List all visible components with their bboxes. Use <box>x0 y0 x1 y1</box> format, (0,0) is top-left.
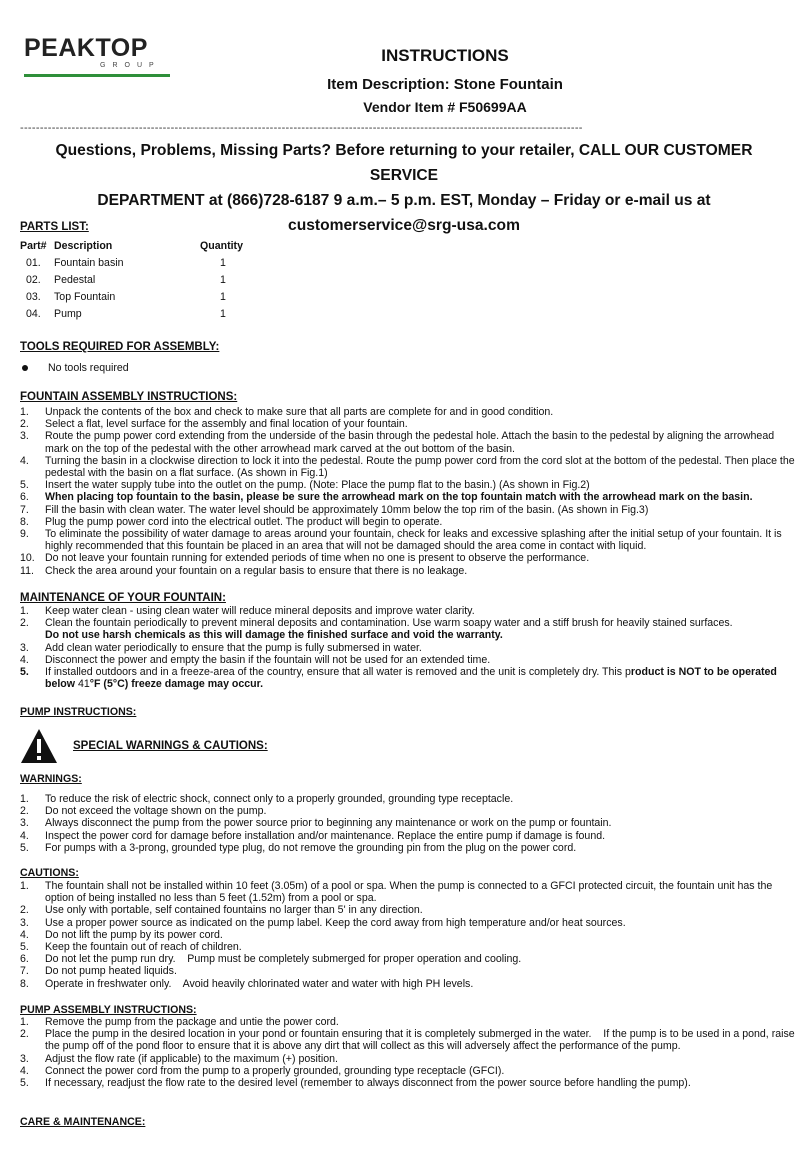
list-item: 4. Do not lift the pump by its power cord. <box>20 928 223 941</box>
item-number: 5. <box>20 479 29 492</box>
divider: ---------------------------------------------------------------------------------------------------------------------------------------------- <box>20 122 583 134</box>
list-item <box>20 430 796 454</box>
warning-icon <box>20 728 58 764</box>
item-text: If necessary, readjust the flow rate to the desired level (remember to always disconnect from the power source before handling the pump). <box>45 1077 691 1090</box>
part-description: Top Fountain <box>54 290 116 303</box>
part-quantity: 1 <box>220 273 226 286</box>
item-text: Plug the pump power cord into the electrical outlet. The product will begin to operate. <box>45 515 443 528</box>
list-item: 6. Do not let the pump run dry. Pump must be completely submerged for proper operation and cooling. <box>20 953 522 966</box>
list-item <box>20 455 796 479</box>
item-text: To eliminate the possibility of water damage to areas around your fountain, check for leaks and excessive splashing after the initial setup of your fountain. It is highly recommended that this fountain be placed in an area that will not be damaged should the area come in contact with liquid. <box>45 528 782 553</box>
list-item: 3. Adjust the flow rate (if applicable) to the maximum (+) position. <box>20 1052 338 1065</box>
item-text: Keep water clean - using clean water will reduce mineral deposits and improve water clarity. <box>45 605 475 617</box>
cautions-heading: CAUTIONS: <box>20 867 79 879</box>
assembly-list <box>20 406 796 577</box>
table-row <box>20 305 260 322</box>
col-description: Description <box>54 240 113 253</box>
doc-title: INSTRUCTIONS <box>381 46 509 65</box>
maintenance-list <box>20 605 796 690</box>
tools-item-text: No tools required <box>48 362 129 374</box>
item-text: Do not lift the pump by its power cord. <box>45 928 223 941</box>
item-number: 6. <box>20 491 29 504</box>
item-text: Select a flat, level surface for the assembly and final location of your fountain. <box>45 418 408 431</box>
item-number: 11. <box>20 564 34 577</box>
part-number: 02. <box>26 273 41 286</box>
item-number: 7. <box>20 503 29 516</box>
item-text: Route the pump power cord extending from the underside of the basin through the pedestal hole. Attach the basin to the pedestal by aligning the arrowhead mark on the top of the pedestal with the other arrowhead mark carved at the out bottom of the basin. <box>45 430 775 455</box>
list-item <box>20 552 796 564</box>
pump-assembly-list <box>20 1016 796 1089</box>
logo-subtitle: GROUP <box>100 62 161 69</box>
customer-service-notice <box>20 138 788 238</box>
maintenance-heading: MAINTENANCE OF YOUR FOUNTAIN: <box>20 592 226 604</box>
item-text: Add clean water periodically to ensure that the pump is fully submersed in water. <box>45 641 422 654</box>
table-row <box>20 288 260 305</box>
table-row <box>20 255 260 272</box>
item-text: Keep the fountain out of reach of children. <box>45 941 242 954</box>
list-item: 1. The fountain shall not be installed within 10 feet (3.05m) of a pool or spa. When the pump is connected to a GFCI protected circuit, the fountain unit has the option of being installed no less than 5 feet (1.52m) from a pool or spa. <box>20 880 773 905</box>
item-text: Insert the water supply tube into the outlet on the pump. (Note: Place the pump flat to the basin.) (As shown in Fig.2) <box>45 479 590 492</box>
part-number: 03. <box>26 290 41 303</box>
pump-instructions-heading: PUMP INSTRUCTIONS: <box>20 706 137 718</box>
brand-logo <box>22 30 170 80</box>
bullet-icon <box>22 365 28 371</box>
item-text: Do not exceed the voltage shown on the pump. <box>45 805 267 818</box>
contact-email: customerservice@srg-usa.com <box>288 217 520 234</box>
list-item: 1. To reduce the risk of electric shock, connect only to a properly grounded, grounding type receptacle. <box>20 793 514 805</box>
item-text: Fill the basin with clean water. The water level should be approximately 10mm below the top rim of the basin. (As shown in Fig.3) <box>45 503 649 516</box>
item-text: Check the area around your fountain on a regular basis to ensure that there is no leakage. <box>45 564 468 577</box>
item-number: 1. <box>20 406 29 418</box>
parts-list-heading: PARTS LIST: <box>20 221 89 233</box>
parts-header-row <box>20 238 260 255</box>
list-item: 1. Keep water clean - using clean water will reduce mineral deposits and improve water clarity. <box>20 605 475 617</box>
list-item: 5. For pumps with a 3-prong, grounded type plug, do not remove the grounding pin from the plug on the power cord. <box>20 841 577 854</box>
col-quantity: Quantity <box>200 240 243 253</box>
item-description: Item Description: Stone Fountain <box>327 76 563 93</box>
item-text: Remove the pump from the package and untie the power cord. <box>45 1016 339 1028</box>
item-text: To reduce the risk of electric shock, connect only to a properly grounded, grounding type receptacle. <box>45 793 514 805</box>
item-number: 3. <box>20 430 29 443</box>
part-number: 04. <box>26 307 41 320</box>
item-text: Disconnect the power and empty the basin if the fountain will not be used for an extended time. <box>45 653 491 666</box>
item-text: If installed outdoors and in a freeze-area of the country, ensure that all water is removed and the unit is completely dry. This p <box>45 666 631 679</box>
list-item <box>20 406 796 418</box>
item-text: When placing top fountain to the basin, please be sure the arrowhead mark on the top fountain match with the arrowhead mark on the basin. <box>45 491 753 504</box>
col-part-number: Part# <box>20 240 47 253</box>
item-text: Use a proper power source as indicated on the pump label. Keep the cord away from high temperature and/or heat sources. <box>45 916 626 929</box>
list-item: 1. Remove the pump from the package and untie the power cord. <box>20 1016 339 1028</box>
parts-table <box>20 238 260 322</box>
contact-line-2: DEPARTMENT at (866)728-6187 9 a.m.– 5 p.m. EST, Monday – Friday or e-mail us at <box>97 192 711 209</box>
care-heading: CARE & MAINTENANCE: <box>20 1116 146 1128</box>
part-quantity: 1 <box>220 290 226 303</box>
item-number: 4. <box>20 454 29 467</box>
list-item: 5. If necessary, readjust the flow rate to the desired level (remember to always disconnect from the power source before handling the pump). <box>20 1077 691 1090</box>
contact-line-1: Questions, Problems, Missing Parts? Before returning to your retailer, CALL OUR CUSTOMER SERVICE <box>55 142 753 184</box>
special-warnings-heading: SPECIAL WARNINGS & CAUTIONS: <box>73 740 268 752</box>
item-text: Always disconnect the pump from the power source prior to beginning any maintenance or work on the pump or fountain. <box>45 817 612 830</box>
list-item: 8. Operate in freshwater only. Avoid heavily chlorinated water and water with high PH levels. <box>20 977 474 990</box>
list-item: 4. Connect the power cord from the pump to a properly grounded, grounding type receptacle (GFCI). <box>20 1064 505 1077</box>
list-item: 3. Use a proper power source as indicated on the pump label. Keep the cord away from high temperature and/or heat sources. <box>20 916 626 929</box>
warnings-heading: WARNINGS: <box>20 773 82 785</box>
item-text: Adjust the flow rate (if applicable) to the maximum (+) position. <box>45 1052 338 1065</box>
item-number: 9. <box>20 528 29 541</box>
part-description: Pedestal <box>54 273 96 286</box>
item-number: 10. <box>20 552 35 565</box>
list-item: 7. Do not pump heated liquids. <box>20 965 177 978</box>
list-item <box>20 504 796 516</box>
logo-underline <box>24 74 170 77</box>
item-text: Operate in freshwater only. Avoid heavily chlorinated water and water with high PH levels. <box>45 977 474 990</box>
item-text: For pumps with a 3-prong, grounded type plug, do not remove the grounding pin from the plug on the power cord. <box>45 841 577 854</box>
part-quantity: 1 <box>220 257 226 270</box>
item-text: Turning the basin in a clockwise direction to lock it into the pedestal. Route the pump power cord from the cord slot at the bottom of the pedestal. Then place the pedestal with the basin on a flat surface. (As shown in Fig.1) <box>45 454 795 480</box>
item-text: Inspect the power cord for damage before installation and/or maintenance. Replace the entire pump if damage is found. <box>45 829 606 842</box>
item-text: Clean the fountain periodically to prevent mineral deposits and contamination. Use warm soapy water and a stiff brush for heavily stained surfaces. <box>45 617 733 630</box>
item-number: 8. <box>20 515 29 528</box>
assembly-heading: FOUNTAIN ASSEMBLY INSTRUCTIONS: <box>20 391 238 403</box>
list-item: 4. Inspect the power cord for damage before installation and/or maintenance. Replace the entire pump if damage is found. <box>20 829 606 842</box>
list-item <box>20 479 796 491</box>
list-item: 5. If installed outdoors and in a freeze-area of the country, ensure that all water is removed and the unit is completely dry. This product is NOT to be operated below 41°F (5°C) freeze damage may occur. <box>20 666 777 691</box>
list-item <box>20 565 796 577</box>
item-number: 2. <box>20 418 29 431</box>
list-item <box>20 516 796 528</box>
item-text: Do not leave your fountain running for extended periods of time when no one is present to observe the performance. <box>45 552 590 565</box>
list-item: 2. Use only with portable, self contained fountains no larger than 5' in any direction. <box>20 904 423 917</box>
list-item: 2. Place the pump in the desired location in your pond or fountain ensuring that it is completely submerged in the water. If the pump is to be used in a pond, raise the pump off of the pond floor to ensure that it is above any dirt that will collect as this will adversely affect the performance of the pump. <box>20 1028 798 1053</box>
item-text: Connect the power cord from the pump to a properly grounded, grounding type receptacle (GFCI). <box>45 1064 505 1077</box>
tools-heading: TOOLS REQUIRED FOR ASSEMBLY: <box>20 341 220 353</box>
list-item: 2. Clean the fountain periodically to prevent mineral deposits and contamination. Use warm soapy water and a stiff brush for heavily stained surfaces. Do not use harsh chemicals as this will damage the finished surface and void the warranty. <box>20 617 733 642</box>
vendor-item: Vendor Item # F50699AA <box>363 99 527 115</box>
item-text: Place the pump in the desired location in your pond or fountain ensuring that it is completely submerged in the water. If the pump is to be used in a pond, raise the pump off of the pond floor to ensure that it is above any dirt that will collect as this will adversely affect the performance of the pump. <box>45 1028 798 1053</box>
list-item: 4. Disconnect the power and empty the basin if the fountain will not be used for an extended time. <box>20 653 491 666</box>
tools-item <box>22 362 129 374</box>
list-item <box>20 491 796 503</box>
logo-wordmark: PEAKTOP <box>24 34 148 62</box>
part-description: Fountain basin <box>54 257 124 270</box>
part-description: Pump <box>54 307 82 320</box>
table-row <box>20 272 260 289</box>
part-quantity: 1 <box>220 307 226 320</box>
item-text: Do not pump heated liquids. <box>45 965 177 978</box>
part-number: 01. <box>26 257 41 270</box>
item-text: Use only with portable, self contained fountains no larger than 5' in any direction. <box>45 904 423 917</box>
list-item: 2. Do not exceed the voltage shown on the pump. <box>20 805 267 818</box>
item-text: Do not let the pump run dry. Pump must be completely submerged for proper operation and cooling. <box>45 953 522 966</box>
list-item <box>20 418 796 430</box>
list-item: 3. Add clean water periodically to ensure that the pump is fully submersed in water. <box>20 641 422 654</box>
pump-assembly-heading: PUMP ASSEMBLY INSTRUCTIONS: <box>20 1004 197 1016</box>
warnings-list <box>20 793 796 854</box>
list-item: 3. Always disconnect the pump from the power source prior to beginning any maintenance or work on the pump or fountain. <box>20 817 612 830</box>
item-text: Unpack the contents of the box and check to make sure that all parts are complete for and in good condition. <box>45 406 554 418</box>
item-warning-text: Do not use harsh chemicals as this will damage the finished surface and void the warranty. <box>45 629 503 642</box>
list-item <box>20 528 796 552</box>
item-text: The fountain shall not be installed within 10 feet (3.05m) of a pool or spa. When the pump is connected to a GFCI protected circuit, the fountain unit has the option of being installed no less than 5 feet (1.52m) from a pool or spa. <box>45 880 773 905</box>
cautions-list <box>20 880 796 990</box>
list-item: 5. Keep the fountain out of reach of children. <box>20 941 242 954</box>
